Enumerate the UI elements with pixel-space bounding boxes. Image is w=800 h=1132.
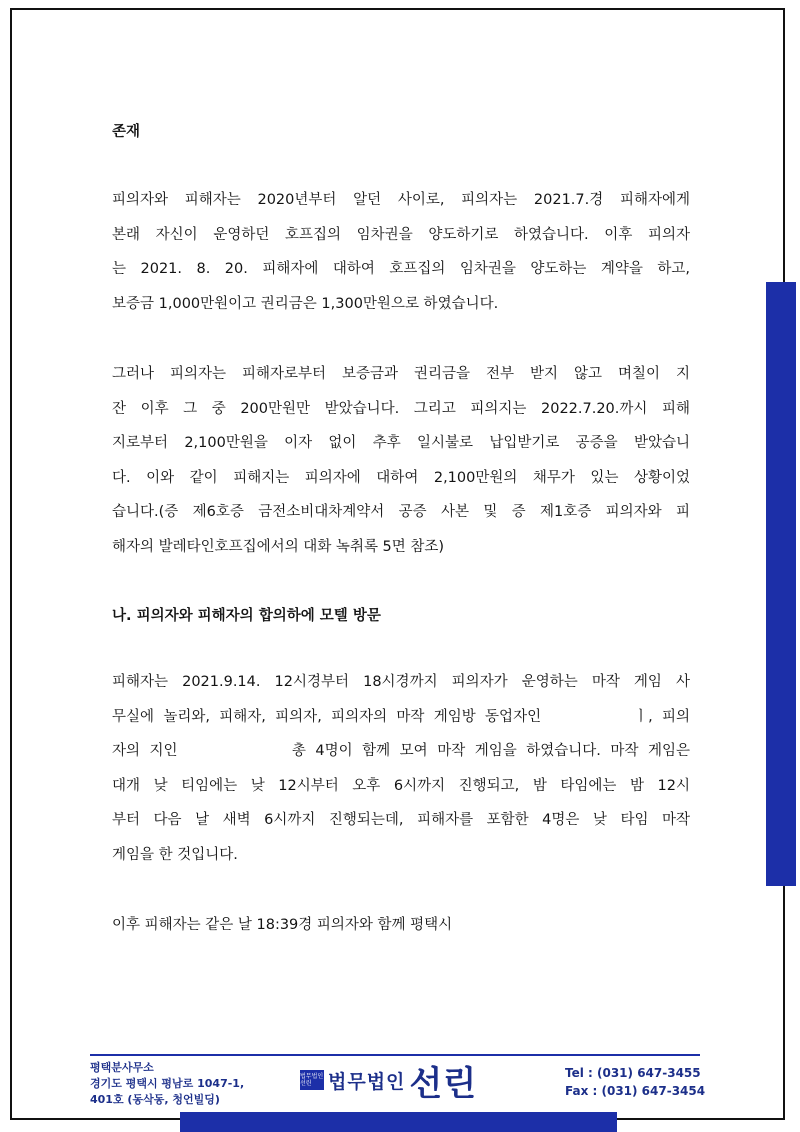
para1-line: 피의자와 피해자는 2020년부터 알던 사이로, 피의자는 2021.7.경 피해자에게 bbox=[112, 192, 690, 208]
paragraph-1 bbox=[112, 183, 690, 321]
paragraph-2 bbox=[112, 357, 690, 564]
para3-line: 무실에 놀리와, 피해자, 피의자, 피의자의 마작 게임방 동업자인 ㅣ, 피의 bbox=[112, 708, 690, 725]
side-color-bar bbox=[766, 282, 796, 886]
fax-number: Fax : (031) 647-3454 bbox=[565, 1084, 706, 1098]
logo-mark-icon: 법무법인 선린 bbox=[300, 1070, 324, 1090]
para2-line: 습니다.(증 제6호증 금전소비대차계약서 공증 사본 및 증 제1호증 피의자와 피 bbox=[112, 504, 690, 520]
para3-line: 게임을 한 것입니다. bbox=[112, 846, 238, 863]
paragraph-4 bbox=[112, 908, 690, 943]
footer-divider bbox=[90, 1054, 700, 1056]
para3-line: 대개 낮 티임에는 낮 12시부터 오후 6시까지 진행되고, 밤 타임에는 밤 12시 bbox=[112, 777, 690, 794]
firm-name: 선린 bbox=[409, 1063, 478, 1104]
section-heading: 나. 피의자와 피해자의 합의하에 모텔 방문 bbox=[112, 608, 381, 624]
firm-sub-label: 법무법인 bbox=[328, 1070, 406, 1093]
heading-top: 존재 bbox=[112, 124, 141, 140]
para2-line: 해자의 발레타인호프집에서의 대화 녹취록 5면 참조) bbox=[112, 538, 445, 555]
address-line-1: 경기도 평택시 평남로 1047-1, bbox=[90, 1077, 245, 1090]
firm-logo bbox=[300, 1060, 478, 1104]
para2-line: 다. 이와 같이 피해지는 피의자에 대하여 2,100만원의 채무가 있는 상황이었 bbox=[112, 469, 690, 486]
para3-line: 피해자는 2021.9.14. 12시경부터 18시경까지 피의자가 운영하는 마작 게임 사 bbox=[112, 674, 690, 690]
address-line-2: 401호 (동삭동, 청언빌딩) bbox=[90, 1093, 220, 1106]
para1-line: 보증금 1,000만원이고 권리금은 1,300만원으로 하였습니다. bbox=[112, 295, 499, 312]
bottom-color-bar bbox=[180, 1112, 617, 1132]
para2-line: 지로부터 2,100만원을 이자 없이 추후 일시불로 납입받기로 공증을 받았습니 bbox=[112, 435, 690, 451]
tel-number: Tel : (031) 647-3455 bbox=[565, 1066, 701, 1080]
paragraph-3 bbox=[112, 665, 690, 872]
footer-contact bbox=[565, 1064, 705, 1100]
para1-line: 는 2021. 8. 20. 피해자에 대하여 호프집의 임차권을 양도하는 계약을 하고, bbox=[112, 261, 690, 277]
para3-line: 부터 다음 날 새벽 6시까지 진행되는데, 피해자를 포함한 4명은 낮 타임 마작 bbox=[112, 812, 690, 828]
office-title: 평택분사무소 bbox=[90, 1061, 154, 1074]
para4-line: 이후 피해자는 같은 날 18:39경 피의자와 함께 평택시 bbox=[112, 917, 453, 933]
para2-line: 잔 이후 그 중 200만원만 받았습니다. 그리고 피의지는 2022.7.20.까시 피해 bbox=[112, 400, 690, 417]
para1-line: 본래 자신이 운영하던 호프집의 임차권을 양도하기로 하였습니다. 이후 피의자 bbox=[112, 226, 690, 243]
document-body bbox=[112, 120, 690, 943]
para3-line: 자의 지인 총 4명이 함께 모여 마작 게임을 하였습니다. 마작 게임은 bbox=[112, 743, 690, 759]
para2-line: 그러나 피의자는 피해자로부터 보증금과 권리금을 전부 받지 않고 며칠이 지 bbox=[112, 366, 690, 382]
footer-address bbox=[90, 1060, 244, 1108]
